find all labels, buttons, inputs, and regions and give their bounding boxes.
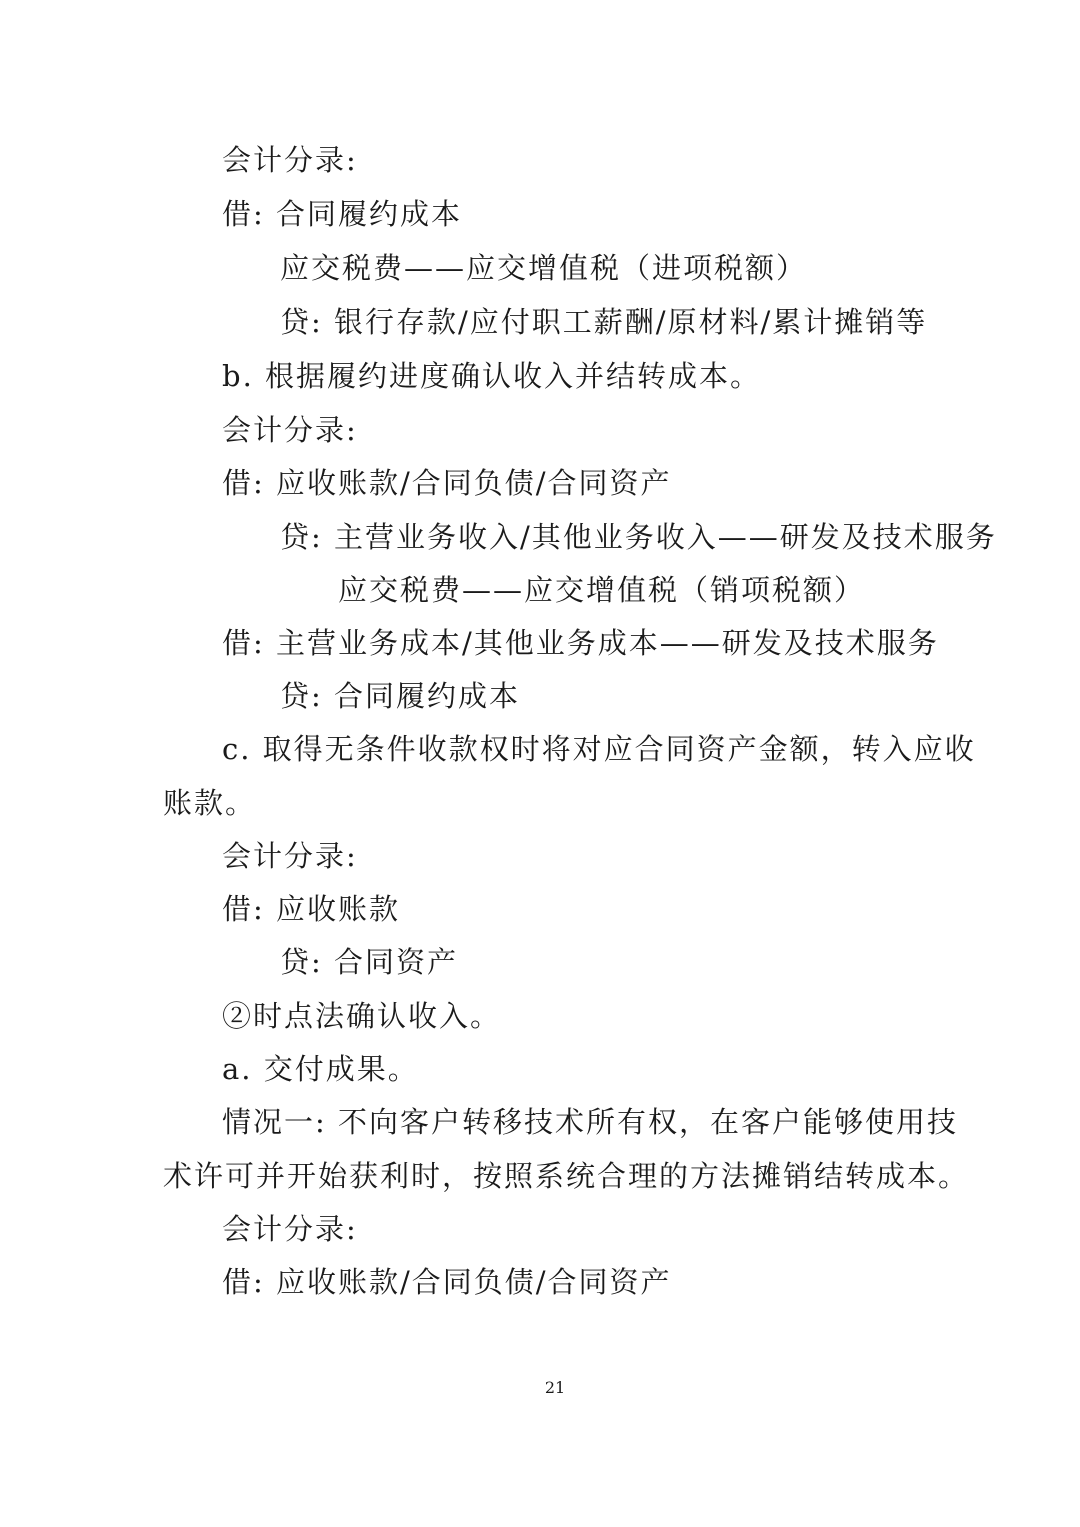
text-line-20: 术许可并开始获利时，按照系统合理的方法摊销结转成本。 [163,1159,970,1193]
text-line-12: c. 取得无条件收款权时将对应合同资产金额，转入应收 [222,732,976,766]
text-line-18: a. 交付成果。 [222,1052,419,1086]
text-line-1: 会计分录: [222,143,358,177]
text-line-17: ②时点法确认收入。 [222,999,502,1033]
text-line-4: 贷: 银行存款/应付职工薪酬/原材料/累计摊销等 [280,305,928,339]
text-line-10: 借: 主营业务成本/其他业务成本——研发及技术服务 [222,626,939,660]
text-line-11: 贷: 合同履约成本 [280,679,520,713]
text-line-19: 情况一: 不向客户转移技术所有权，在客户能够使用技 [222,1105,958,1139]
text-line-15: 借: 应收账款 [222,892,400,926]
text-line-3: 应交税费——应交增值税（进项税额） [280,251,808,285]
text-line-5: b. 根据履约进度确认收入并结转成本。 [222,359,762,393]
text-line-22: 借: 应收账款/合同负债/合同资产 [222,1265,672,1299]
text-line-16: 贷: 合同资产 [280,945,458,979]
page-number: 21 [544,1378,566,1397]
text-line-13: 账款。 [163,786,257,820]
text-line-21: 会计分录: [222,1212,358,1246]
text-line-6: 会计分录: [222,413,358,447]
text-line-7: 借: 应收账款/合同负债/合同资产 [222,466,672,500]
text-line-8: 贷: 主营业务收入/其他业务收入——研发及技术服务 [280,520,997,554]
text-line-9: 应交税费——应交增值税（销项税额） [338,573,866,607]
text-line-2: 借: 合同履约成本 [222,197,462,231]
text-line-14: 会计分录: [222,839,358,873]
